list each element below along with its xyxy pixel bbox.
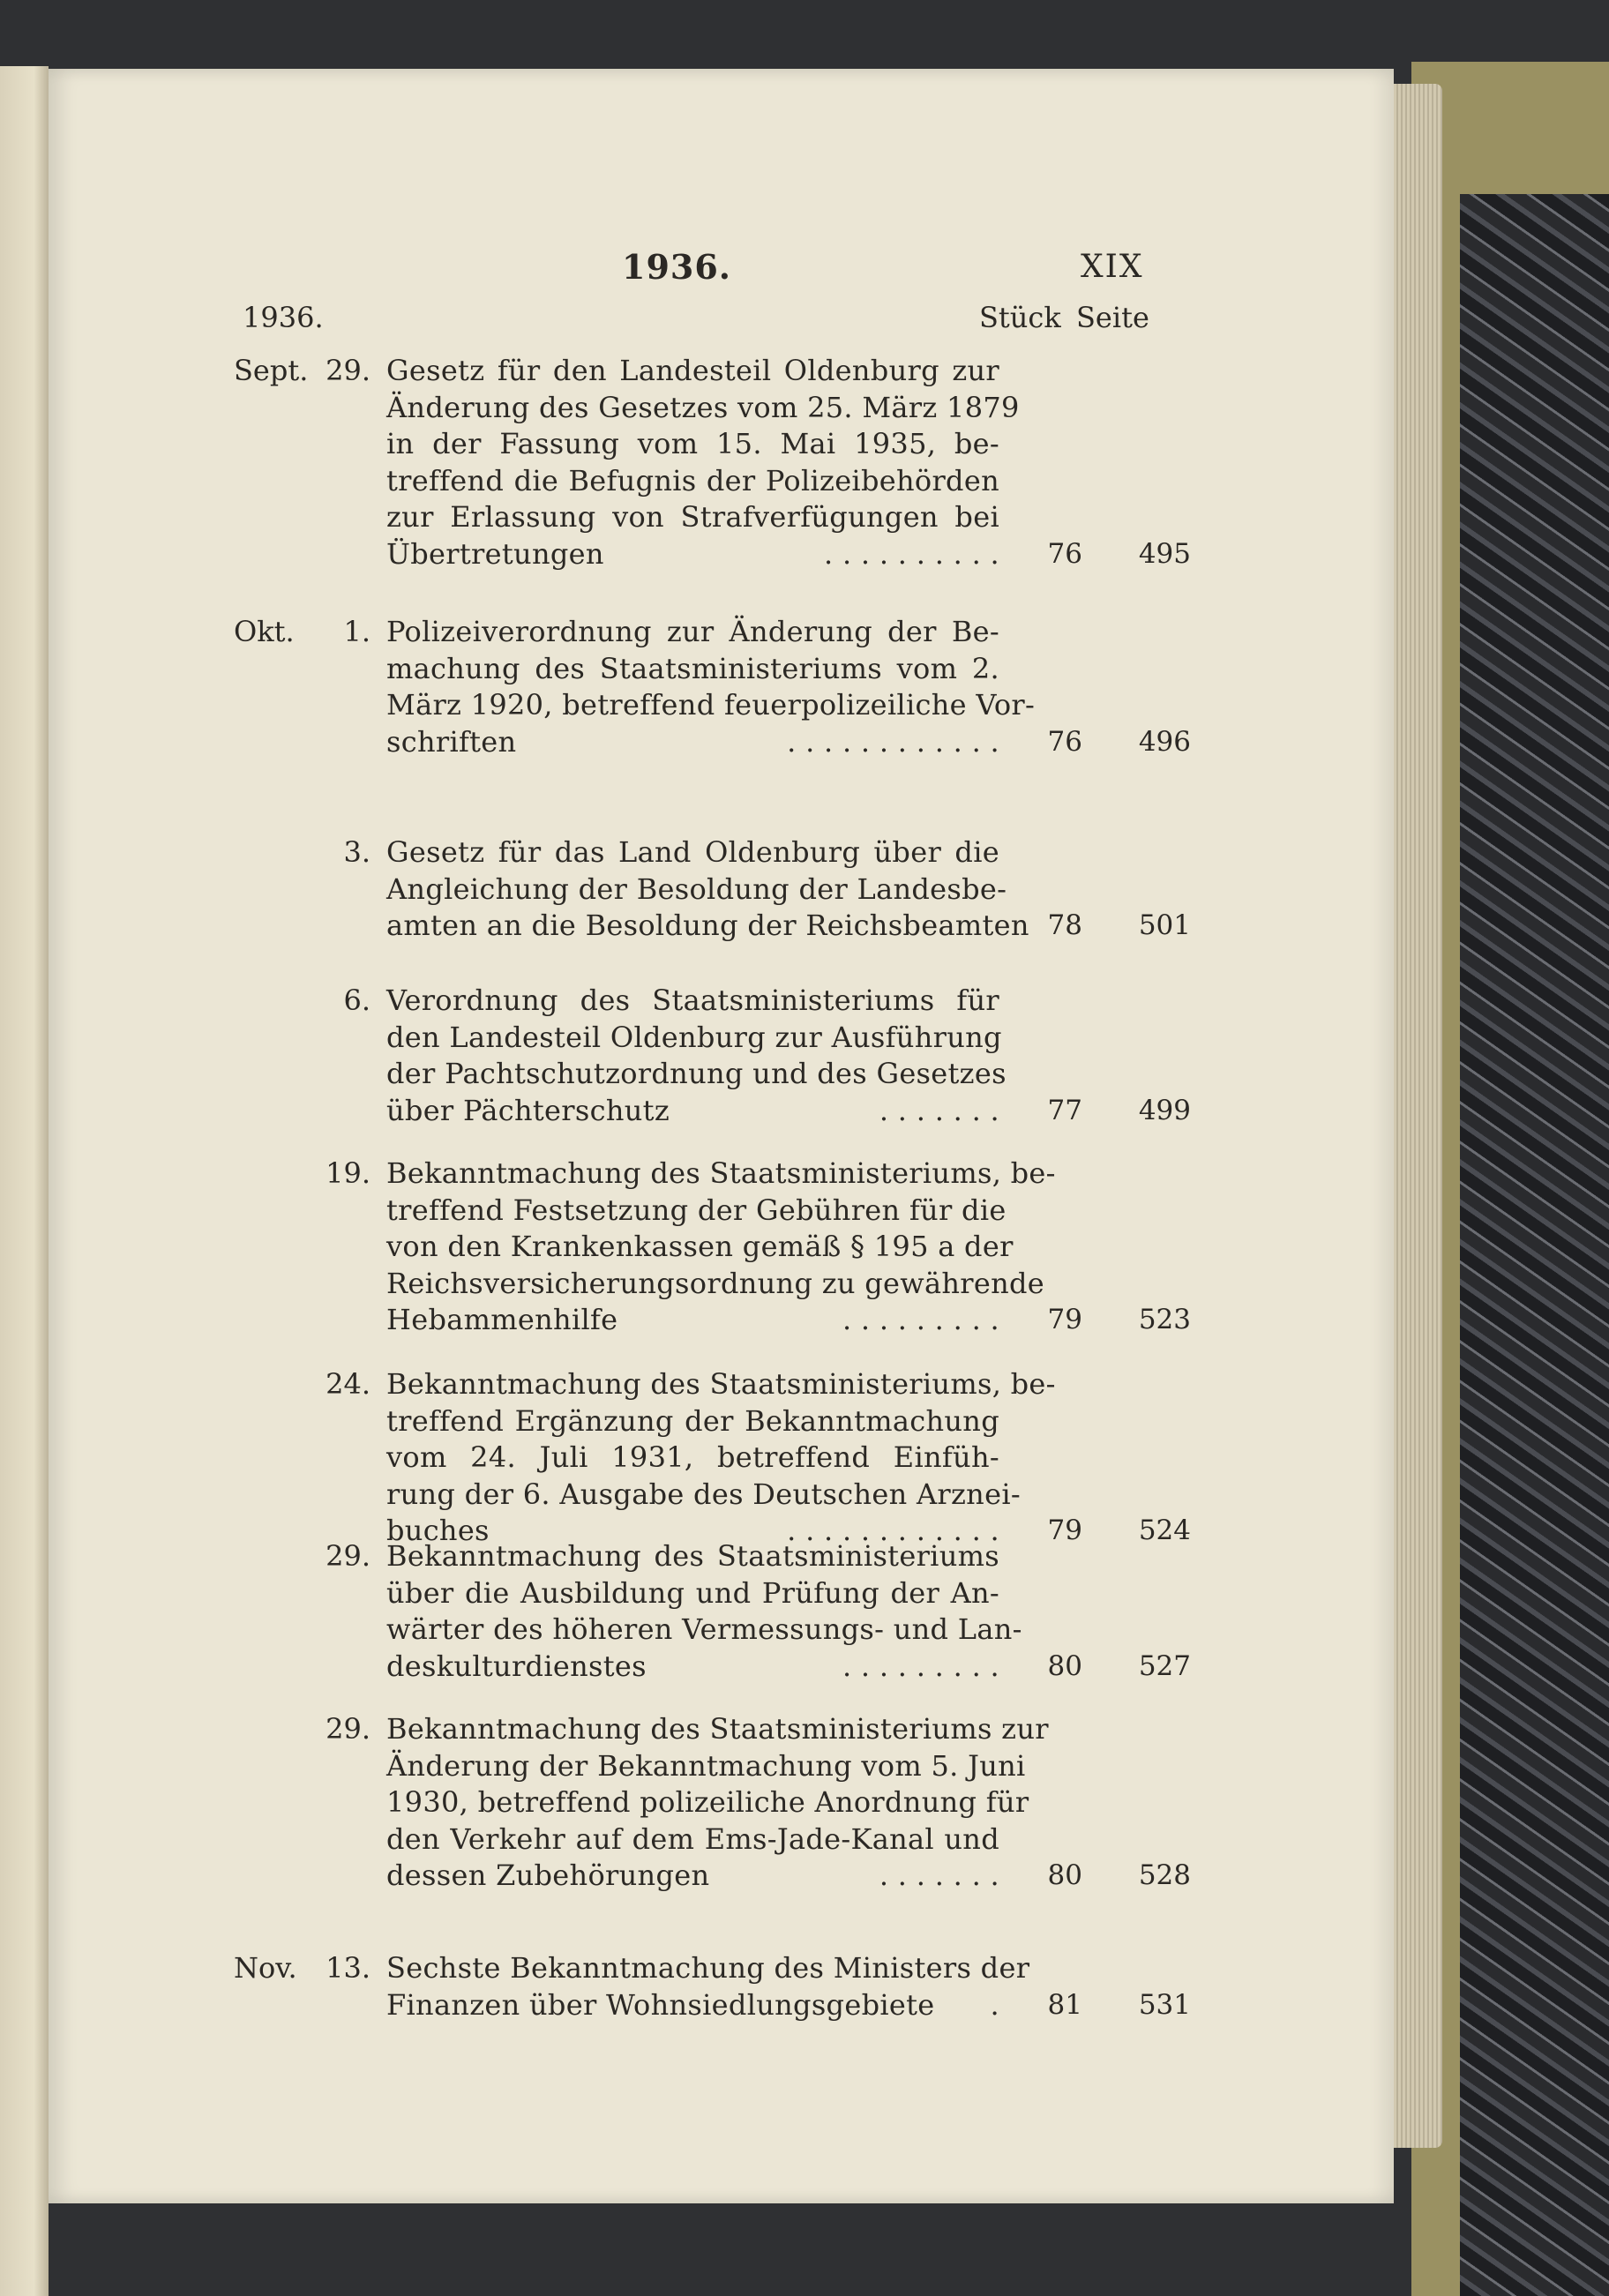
entry-line: den Landesteil Oldenburg zur Ausführung bbox=[386, 1020, 1002, 1054]
entry-line: Bekanntmachung des Staatsministeriums, be- bbox=[386, 1367, 1056, 1401]
entry-text bbox=[386, 983, 1007, 1129]
entry-day: 19. bbox=[326, 1156, 370, 1190]
entry-line: Gesetz für den Landesteil Oldenburg zur bbox=[386, 354, 999, 387]
entry-line: Gesetz für das Land Oldenburg über die bbox=[386, 835, 999, 869]
leader-dots: . bbox=[990, 1987, 999, 2022]
entry-last-text: schriften bbox=[386, 724, 517, 759]
entry-last-text: Hebammenhilfe bbox=[386, 1303, 618, 1336]
entry-text bbox=[386, 1366, 1056, 1550]
left-page-edge bbox=[0, 66, 49, 2296]
leader-dots: . . . . . . . bbox=[879, 1858, 999, 1892]
entry-line: Polizeiverordnung zur Änderung der Be- bbox=[386, 615, 999, 648]
entry-line: Änderung des Gesetzes vom 25. März 1879 bbox=[386, 390, 1020, 424]
column-header-seite: Seite bbox=[1076, 301, 1149, 334]
stueck-number: 80 bbox=[1047, 1859, 1082, 1891]
entry-line: Angleichung der Besoldung der Landesbe- bbox=[386, 871, 1007, 906]
leader-dots: . . . . . . . . . . . . bbox=[787, 724, 999, 759]
stueck-number: 80 bbox=[1047, 1649, 1082, 1682]
entry-last-text: buches bbox=[386, 1514, 490, 1547]
entry-day: 3. bbox=[343, 835, 370, 869]
seite-number: 531 bbox=[1138, 1988, 1191, 2021]
entry-line: 1930, betreffend polizeiliche Anordnung für bbox=[386, 1785, 1029, 1819]
entry-text bbox=[386, 1155, 1056, 1339]
seite-number: 501 bbox=[1138, 909, 1191, 941]
entry-last-text: Finanzen über Wohnsiedlungsgebiete bbox=[386, 1987, 935, 2022]
entry-line: Bekanntmachung des Staatsministeriums bbox=[386, 1539, 999, 1573]
entry-text bbox=[386, 614, 1036, 760]
entry-month: Nov. bbox=[234, 1951, 297, 1985]
entry-text bbox=[386, 1950, 1030, 2023]
leader-dots: . . . . . . . . . . bbox=[824, 536, 999, 571]
entry-last-line bbox=[386, 1649, 999, 1686]
entry-line: der Pachtschutzordnung und des Gesetzes bbox=[386, 1057, 1007, 1090]
entry-last-line bbox=[386, 1093, 999, 1130]
entry-last-line bbox=[386, 1302, 999, 1339]
column-header-stueck: Stück bbox=[979, 301, 1061, 334]
entry-line: vom 24. Juli 1931, betreffend Einfüh- bbox=[386, 1440, 999, 1474]
entry-line: Änderung der Bekanntmachung vom 5. Juni bbox=[386, 1748, 1026, 1783]
entry-text bbox=[386, 353, 1020, 572]
entry-line: Verordnung des Staatsministeriums für bbox=[386, 983, 999, 1017]
entry-day: 29. bbox=[326, 354, 370, 387]
entry-line: treffend die Befugnis der Polizeibehörden bbox=[386, 463, 999, 497]
entry-day: 24. bbox=[326, 1367, 370, 1401]
entry-day: 1. bbox=[343, 615, 370, 648]
entry-day: 29. bbox=[326, 1539, 370, 1573]
entry-last-line bbox=[386, 536, 999, 573]
entry-line: Sechste Bekanntmachung des Ministers der bbox=[386, 1951, 1030, 1985]
entry-day: 29. bbox=[326, 1712, 370, 1746]
entry-line: rung der 6. Ausgabe des Deutschen Arznei- bbox=[386, 1477, 1021, 1511]
entry-last-text: über Pächterschutz bbox=[386, 1093, 670, 1127]
entry-line: Reichsversicherungsordnung zu gewährende bbox=[386, 1266, 1045, 1300]
column-header-year: 1936. bbox=[243, 301, 324, 334]
entry-last-text: dessen Zubehörungen bbox=[386, 1858, 710, 1892]
seite-number: 523 bbox=[1138, 1304, 1191, 1335]
entry-text bbox=[386, 1538, 1022, 1685]
entry-text bbox=[386, 834, 1029, 945]
page bbox=[49, 69, 1394, 2203]
entry-day: 6. bbox=[343, 983, 370, 1017]
leader-dots: . . . . . . . . . bbox=[842, 1649, 999, 1683]
entry-last-line bbox=[386, 1858, 999, 1895]
leader-dots: . . . . . . . bbox=[879, 1093, 999, 1127]
leader-dots: . . . . . . . . . . . . bbox=[787, 1514, 999, 1547]
entry-month: Sept. bbox=[234, 354, 309, 387]
seite-number: 527 bbox=[1138, 1649, 1191, 1682]
entry-line: zur Erlassung von Strafverfügungen bei bbox=[386, 500, 999, 534]
stueck-number: 81 bbox=[1047, 1988, 1082, 2021]
entry-last-line bbox=[386, 908, 1029, 945]
page-number-roman: XIX bbox=[1081, 249, 1144, 285]
entry-line: März 1920, betreffend feuerpolizeiliche Vor- bbox=[386, 688, 1036, 722]
entry-last-line bbox=[386, 1987, 999, 2024]
entry-line: treffend Ergänzung der Bekanntmachung bbox=[386, 1403, 999, 1438]
entry-line: treffend Festsetzung der Gebühren für die bbox=[386, 1193, 1007, 1227]
seite-number: 524 bbox=[1138, 1514, 1191, 1546]
page-year: 1936. bbox=[622, 247, 731, 287]
entry-line: Bekanntmachung des Staatsministeriums zur bbox=[386, 1712, 1049, 1746]
seite-number: 499 bbox=[1138, 1094, 1191, 1126]
entry-last-line bbox=[386, 724, 999, 761]
seite-number: 496 bbox=[1138, 725, 1191, 758]
marbled-edge bbox=[1460, 194, 1609, 2296]
entry-day: 13. bbox=[326, 1951, 370, 1985]
entry-line: wärter des höheren Vermessungs- und Lan- bbox=[386, 1612, 1022, 1646]
seite-number: 495 bbox=[1138, 537, 1191, 570]
entry-line: in der Fassung vom 15. Mai 1935, be- bbox=[386, 427, 999, 460]
entry-last-text: amten an die Besoldung der Reichsbeamten bbox=[386, 909, 1029, 942]
stueck-number: 76 bbox=[1047, 537, 1082, 570]
stueck-number: 77 bbox=[1047, 1094, 1082, 1126]
entry-line: über die Ausbildung und Prüfung der An- bbox=[386, 1575, 999, 1610]
stueck-number: 78 bbox=[1047, 909, 1082, 941]
stueck-number: 76 bbox=[1047, 725, 1082, 758]
leader-dots: . . . . . . . . . bbox=[842, 1303, 999, 1336]
entry-text bbox=[386, 1711, 1049, 1895]
entry-line: den Verkehr auf dem Ems-Jade-Kanal und bbox=[386, 1821, 999, 1856]
stueck-number: 79 bbox=[1047, 1514, 1082, 1546]
seite-number: 528 bbox=[1138, 1859, 1191, 1891]
entry-last-text: Übertretungen bbox=[386, 536, 604, 571]
entry-line: von den Krankenkassen gemäß § 195 a der bbox=[386, 1230, 1014, 1263]
stueck-number: 79 bbox=[1047, 1304, 1082, 1335]
entry-line: machung des Staatsministeriums vom 2. bbox=[386, 651, 999, 685]
entry-line: Bekanntmachung des Staatsministeriums, be- bbox=[386, 1156, 1056, 1190]
entry-last-text: deskulturdienstes bbox=[386, 1649, 647, 1683]
entry-month: Okt. bbox=[234, 615, 295, 648]
